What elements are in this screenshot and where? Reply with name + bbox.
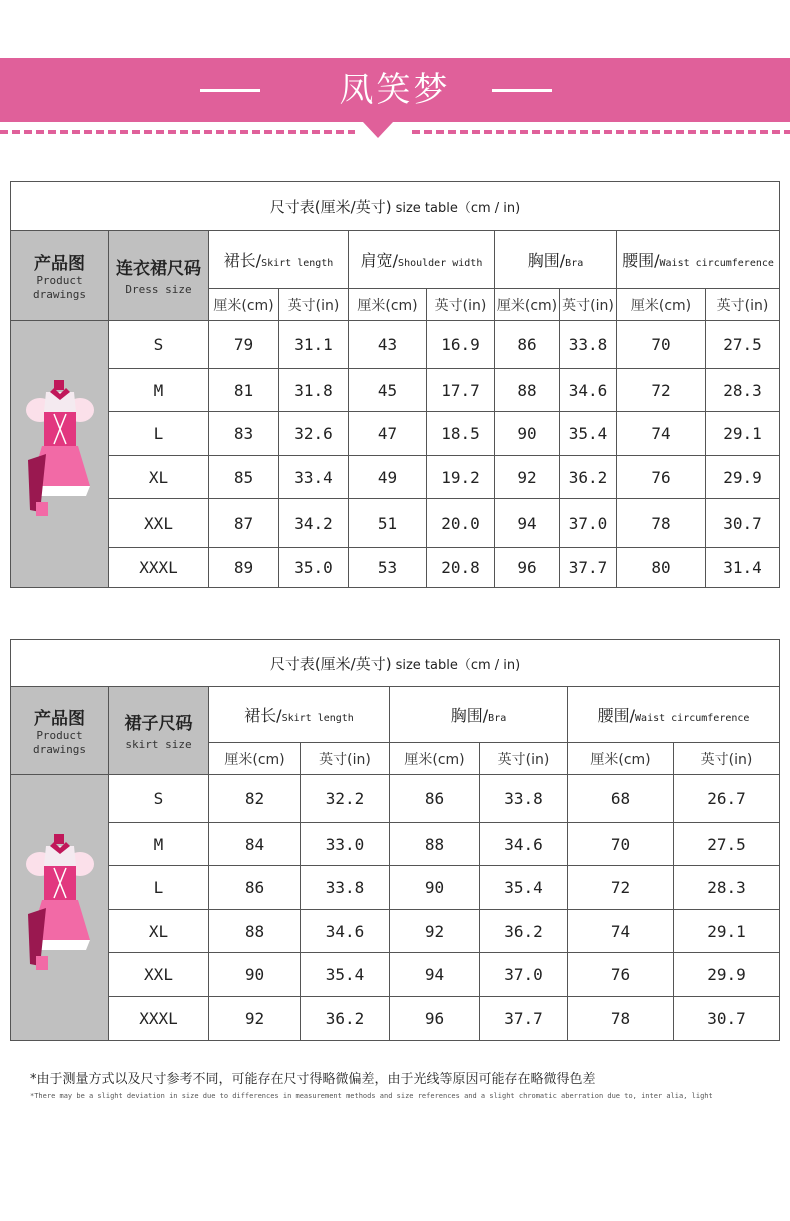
unit-in: 英寸(in) <box>301 743 390 775</box>
table-cell: XL <box>109 910 209 953</box>
group-header-waist: 腰围/Waist circumference <box>568 687 780 743</box>
table-row <box>11 456 780 499</box>
dress-product-image <box>11 321 109 588</box>
table-cell: 35.4 <box>560 412 617 456</box>
title-banner <box>0 58 790 122</box>
group-header-bra: 胸围/Bra <box>390 687 568 743</box>
table-cell: S <box>109 775 209 823</box>
table-cell: 53 <box>349 548 427 588</box>
table-cell: 29.9 <box>674 953 780 997</box>
table-caption: 尺寸表(厘米/英寸) size table（cm / in) <box>11 182 780 231</box>
table-cell: 33.0 <box>301 823 390 866</box>
table-cell: 28.3 <box>706 369 780 412</box>
table-cell: 29.9 <box>706 456 780 499</box>
unit-cm: 厘米(cm) <box>568 743 674 775</box>
group-header-skirt-length: 裙长/Skirt length <box>209 231 349 289</box>
table-cell: 36.2 <box>301 997 390 1041</box>
table-cell: 90 <box>390 866 480 910</box>
skirt-illustration <box>20 806 100 1006</box>
table-cell: 92 <box>495 456 560 499</box>
unit-cm: 厘米(cm) <box>617 289 706 321</box>
table-row <box>11 910 780 953</box>
table-cell: 36.2 <box>560 456 617 499</box>
table-cell: 20.8 <box>427 548 495 588</box>
page-title: 凤笑梦 <box>339 70 451 110</box>
table-cell: XXXL <box>109 997 209 1041</box>
table-cell: 89 <box>209 548 279 588</box>
table-cell: 45 <box>349 369 427 412</box>
table-cell: 72 <box>568 866 674 910</box>
banner-right-line <box>492 89 552 92</box>
table-cell: 16.9 <box>427 321 495 369</box>
table-cell: 49 <box>349 456 427 499</box>
unit-in: 英寸(in) <box>427 289 495 321</box>
table-cell: 19.2 <box>427 456 495 499</box>
table-cell: 43 <box>349 321 427 369</box>
unit-in: 英寸(in) <box>706 289 780 321</box>
unit-cm: 厘米(cm) <box>349 289 427 321</box>
table-cell: 81 <box>209 369 279 412</box>
table-cell: 32.2 <box>301 775 390 823</box>
table-cell: 78 <box>617 499 706 548</box>
unit-in: 英寸(in) <box>560 289 617 321</box>
table-cell: 90 <box>209 953 301 997</box>
table-cell: 70 <box>568 823 674 866</box>
table-row <box>11 775 780 823</box>
table-cell: 34.6 <box>480 823 568 866</box>
unit-cm: 厘米(cm) <box>495 289 560 321</box>
table-cell: 26.7 <box>674 775 780 823</box>
table-row <box>11 997 780 1041</box>
table-cell: 96 <box>495 548 560 588</box>
table-cell: 33.4 <box>279 456 349 499</box>
table-cell: 92 <box>209 997 301 1041</box>
table-cell: 96 <box>390 997 480 1041</box>
table-cell: 86 <box>495 321 560 369</box>
product-image-header: 产品图 Product drawings <box>11 687 109 775</box>
table-cell: 31.4 <box>706 548 780 588</box>
banner-notch <box>363 122 393 138</box>
unit-cm: 厘米(cm) <box>209 743 301 775</box>
table-cell: XXL <box>109 953 209 997</box>
table-row <box>11 321 780 369</box>
table-cell: 86 <box>209 866 301 910</box>
table-cell: 68 <box>568 775 674 823</box>
table-row <box>11 412 780 456</box>
product-image-header: 产品图 Product drawings <box>11 231 109 321</box>
group-header-bra: 胸围/Bra <box>495 231 617 289</box>
measurement-note-cn: *由于测量方式以及尺寸参考不同，可能存在尺寸得略微偏差，由于光线等原因可能存在略微得色差 <box>30 1072 596 1087</box>
table-cell: 30.7 <box>706 499 780 548</box>
table-cell: 88 <box>209 910 301 953</box>
table-row <box>11 548 780 588</box>
table-cell: L <box>109 412 209 456</box>
table-cell: XXL <box>109 499 209 548</box>
unit-cm: 厘米(cm) <box>390 743 480 775</box>
table-cell: 34.6 <box>560 369 617 412</box>
skirt-size-table <box>10 639 780 1041</box>
table-cell: 18.5 <box>427 412 495 456</box>
table-cell: 35.4 <box>480 866 568 910</box>
table-cell: 78 <box>568 997 674 1041</box>
table-cell: 35.0 <box>279 548 349 588</box>
table-cell: 76 <box>617 456 706 499</box>
table-cell: 33.8 <box>560 321 617 369</box>
table-cell: 94 <box>495 499 560 548</box>
unit-in: 英寸(in) <box>279 289 349 321</box>
table-cell: 17.7 <box>427 369 495 412</box>
group-header-skirt-length: 裙长/Skirt length <box>209 687 390 743</box>
dress-size-table <box>10 181 780 588</box>
unit-in: 英寸(in) <box>674 743 780 775</box>
table-cell: 74 <box>617 412 706 456</box>
dashed-divider-right <box>412 130 790 134</box>
table-cell: 20.0 <box>427 499 495 548</box>
table-cell: 37.0 <box>560 499 617 548</box>
table-cell: M <box>109 369 209 412</box>
table-cell: 94 <box>390 953 480 997</box>
dashed-divider-left <box>0 130 355 134</box>
table-cell: 31.8 <box>279 369 349 412</box>
table-row <box>11 953 780 997</box>
table-cell: 47 <box>349 412 427 456</box>
table-cell: 31.1 <box>279 321 349 369</box>
table-cell: 34.6 <box>301 910 390 953</box>
table-cell: 51 <box>349 499 427 548</box>
table-cell: 35.4 <box>301 953 390 997</box>
table-cell: 33.8 <box>301 866 390 910</box>
table-cell: 80 <box>617 548 706 588</box>
table-cell: XL <box>109 456 209 499</box>
table-cell: 36.2 <box>480 910 568 953</box>
table-cell: 27.5 <box>674 823 780 866</box>
size-header: 裙子尺码 skirt size <box>109 687 209 775</box>
table-cell: 28.3 <box>674 866 780 910</box>
table-cell: 30.7 <box>674 997 780 1041</box>
table-cell: 34.2 <box>279 499 349 548</box>
unit-cm: 厘米(cm) <box>209 289 279 321</box>
table-cell: 27.5 <box>706 321 780 369</box>
table-cell: L <box>109 866 209 910</box>
table-cell: 88 <box>495 369 560 412</box>
table-cell: 37.7 <box>480 997 568 1041</box>
table-cell: 37.0 <box>480 953 568 997</box>
table-cell: 74 <box>568 910 674 953</box>
table-cell: 92 <box>390 910 480 953</box>
table-cell: 86 <box>390 775 480 823</box>
table-cell: 29.1 <box>706 412 780 456</box>
table-cell: 37.7 <box>560 548 617 588</box>
table-cell: 33.8 <box>480 775 568 823</box>
table-row <box>11 499 780 548</box>
table-cell: 32.6 <box>279 412 349 456</box>
table-cell: 88 <box>390 823 480 866</box>
size-header: 连衣裙尺码 Dress size <box>109 231 209 321</box>
group-header-waist: 腰围/Waist circumference <box>617 231 780 289</box>
table-cell: XXXL <box>109 548 209 588</box>
table-cell: 29.1 <box>674 910 780 953</box>
unit-in: 英寸(in) <box>480 743 568 775</box>
table-cell: 84 <box>209 823 301 866</box>
table-cell: 79 <box>209 321 279 369</box>
table-row <box>11 866 780 910</box>
measurement-note-en: *There may be a slight deviation in size due to differences in measurement methods and size references and a slight chromatic aberration due to, inter alia, light <box>30 1092 713 1100</box>
table-cell: 87 <box>209 499 279 548</box>
skirt-product-image <box>11 775 109 1041</box>
table-cell: S <box>109 321 209 369</box>
table-cell: 82 <box>209 775 301 823</box>
table-row <box>11 823 780 866</box>
table-cell: 76 <box>568 953 674 997</box>
table-cell: M <box>109 823 209 866</box>
table-cell: 83 <box>209 412 279 456</box>
table-caption: 尺寸表(厘米/英寸) size table（cm / in) <box>11 640 780 687</box>
table-cell: 90 <box>495 412 560 456</box>
table-cell: 85 <box>209 456 279 499</box>
group-header-shoulder-width: 肩宽/Shoulder width <box>349 231 495 289</box>
table-cell: 70 <box>617 321 706 369</box>
table-cell: 72 <box>617 369 706 412</box>
table-row <box>11 369 780 412</box>
dress-illustration <box>20 352 100 552</box>
